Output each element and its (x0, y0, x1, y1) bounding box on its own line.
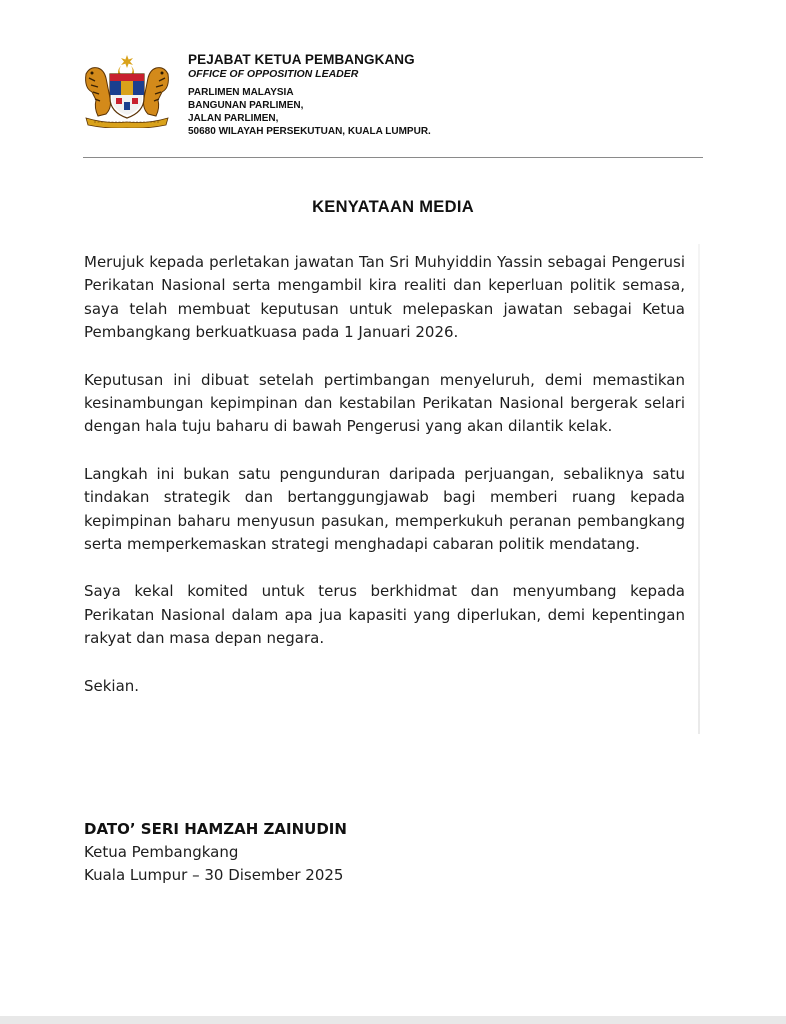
address-line: PARLIMEN MALAYSIA (188, 87, 294, 98)
signature-block (84, 818, 347, 887)
paragraph: Langkah ini bukan satu pengunduran daripada perjuangan, sebaliknya satu tindakan strategik dan bertanggungjawab bagi memberi ruang kepada kepimpinan baharu menyusun pasukan, memperkukuh peranan pembangkang serta memperkemaskan strategi menghadapi cabaran politik mendatang. (84, 464, 685, 554)
office-address-block (188, 52, 431, 138)
document-title: KENYATAAN MEDIA (312, 198, 474, 216)
page-bottom-edge (0, 1016, 786, 1024)
page-edge-shadow (698, 244, 700, 734)
paragraph: Merujuk kepada perletakan jawatan Tan Sri Muhyiddin Yassin sebagai Pengerusi Perikatan Nasional serta mengambil kira realiti dan keperluan politik semasa, saya telah membuat keputusan untuk melepaskan jawatan sebagai Ketua Pembangkang berkuatkuasa pada 1 Januari 2026. (84, 253, 685, 342)
letterhead (80, 52, 720, 137)
header-divider (83, 157, 703, 158)
coat-of-arms-icon (80, 54, 174, 128)
closing-remark: Sekian. (84, 676, 140, 695)
office-name: PEJABAT KETUA PEMBANGKANG (188, 52, 415, 67)
office-name-english: OFFICE OF OPPOSITION LEADER (188, 68, 359, 80)
signatory-position: Ketua Pembangkang (84, 843, 239, 861)
signatory-name: DATO’ SERI HAMZAH ZAINUDIN (84, 820, 347, 838)
paragraph: Keputusan ini dibuat setelah pertimbangan menyeluruh, demi memastikan kesinambungan kepimpinan dan kestabilan Perikatan Nasional bergerak selari dengan hala tuju baharu di bawah Pengerusi yang akan dilantik kelak. (84, 370, 685, 436)
address-line: JALAN PARLIMEN, (188, 113, 279, 124)
place-and-date: Kuala Lumpur – 30 Disember 2025 (84, 866, 344, 884)
statement-body (84, 251, 685, 698)
paragraph: Saya kekal komited untuk terus berkhidmat dan menyumbang kepada Perikatan Nasional dalam apa jua kapasiti yang diperlukan, demi kepentingan rakyat dan masa depan negara. (84, 582, 685, 648)
address-line: BANGUNAN PARLIMEN, (188, 100, 304, 111)
address-line: 50680 WILAYAH PERSEKUTUAN, KUALA LUMPUR. (188, 126, 431, 137)
